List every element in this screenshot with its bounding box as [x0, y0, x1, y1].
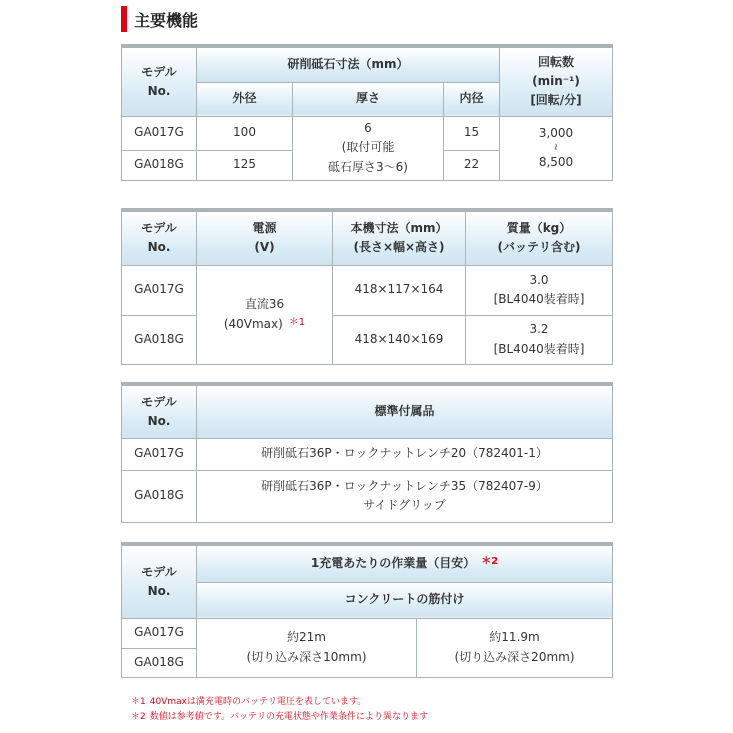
power-header: 電源 (V): [197, 210, 333, 265]
accessories-cell: 研削砥石36P・ロックナットレンチ20（782401-1）: [197, 438, 613, 470]
model-cell: GA017G: [122, 618, 197, 648]
note-2-mark: ＊2: [481, 556, 499, 568]
model-cell: GA017G: [122, 265, 197, 315]
work-per-charge-table: [121, 542, 613, 678]
thickness-cell: 6 (取付可能 砥石厚さ3〜6): [293, 116, 444, 180]
outer-diameter-cell: 125: [197, 150, 293, 180]
weight-cell: 3.2 [BL4040装着時]: [466, 315, 613, 364]
wheel-size-header: 研削砥石寸法（mm）: [197, 46, 500, 82]
dimension-cell: 418×140×169: [333, 315, 466, 364]
inner-diameter-header: 内径: [444, 82, 500, 116]
accessories-cell: 研削砥石36P・ロックナットレンチ35（782407-9） サイドグリップ: [197, 470, 613, 522]
model-header: モデル No.: [122, 46, 197, 116]
standard-accessories-table: [121, 382, 613, 523]
weight-header: 質量（kg） (バッテリ含む): [466, 210, 613, 265]
concrete-grooving-header: コンクリートの筋付け: [197, 582, 613, 618]
model-header: モデル No.: [122, 544, 197, 618]
rpm-cell: 3,000 ≀ 8,500: [500, 116, 613, 180]
model-cell: GA018G: [122, 150, 197, 180]
note-1-mark: ＊1: [288, 316, 306, 328]
work-per-charge-header: 1充電あたりの作業量（目安） $^{*2}$: [197, 544, 613, 582]
grinding-wheel-size-table: [121, 44, 613, 181]
work-amount-cell: 約11.9m (切り込み深さ20mm): [417, 618, 613, 677]
weight-cell: 3.0 [BL4040装着時]: [466, 265, 613, 315]
footnotes: [131, 695, 428, 725]
model-cell: GA018G: [122, 648, 197, 677]
model-cell: GA018G: [122, 315, 197, 364]
thickness-header: 厚さ: [293, 82, 444, 116]
model-cell: GA017G: [122, 438, 197, 470]
model-header: モデル No.: [122, 210, 197, 265]
dimension-header: 本機寸法（mm） (長さ×幅×高さ): [333, 210, 466, 265]
power-dimension-weight-table: [121, 208, 613, 365]
inner-diameter-cell: 15: [444, 116, 500, 150]
work-amount-cell: 約21m (切り込み深さ10mm): [197, 618, 417, 677]
model-cell: GA018G: [122, 470, 197, 522]
outer-diameter-header: 外径: [197, 82, 293, 116]
footnote: ＊1 40Vmaxは満充電時のバッテリ電圧を表しています。: [131, 697, 367, 707]
model-cell: GA017G: [122, 116, 197, 150]
outer-diameter-cell: 100: [197, 116, 293, 150]
accessories-header: 標準付属品: [197, 384, 613, 438]
section-title-marker: [121, 6, 127, 32]
dimension-cell: 418×117×164: [333, 265, 466, 315]
rpm-header: 回転数 (min⁻¹) [回転/分]: [500, 46, 613, 116]
model-header: モデル No.: [122, 384, 197, 438]
power-cell: 直流36 (40Vmax) $^{*1}$: [197, 265, 333, 364]
inner-diameter-cell: 22: [444, 150, 500, 180]
footnote: ＊2 数値は参考値です。バッテリの充電状態や作業条件により異なります: [131, 712, 429, 722]
section-title: 主要機能: [134, 11, 199, 30]
